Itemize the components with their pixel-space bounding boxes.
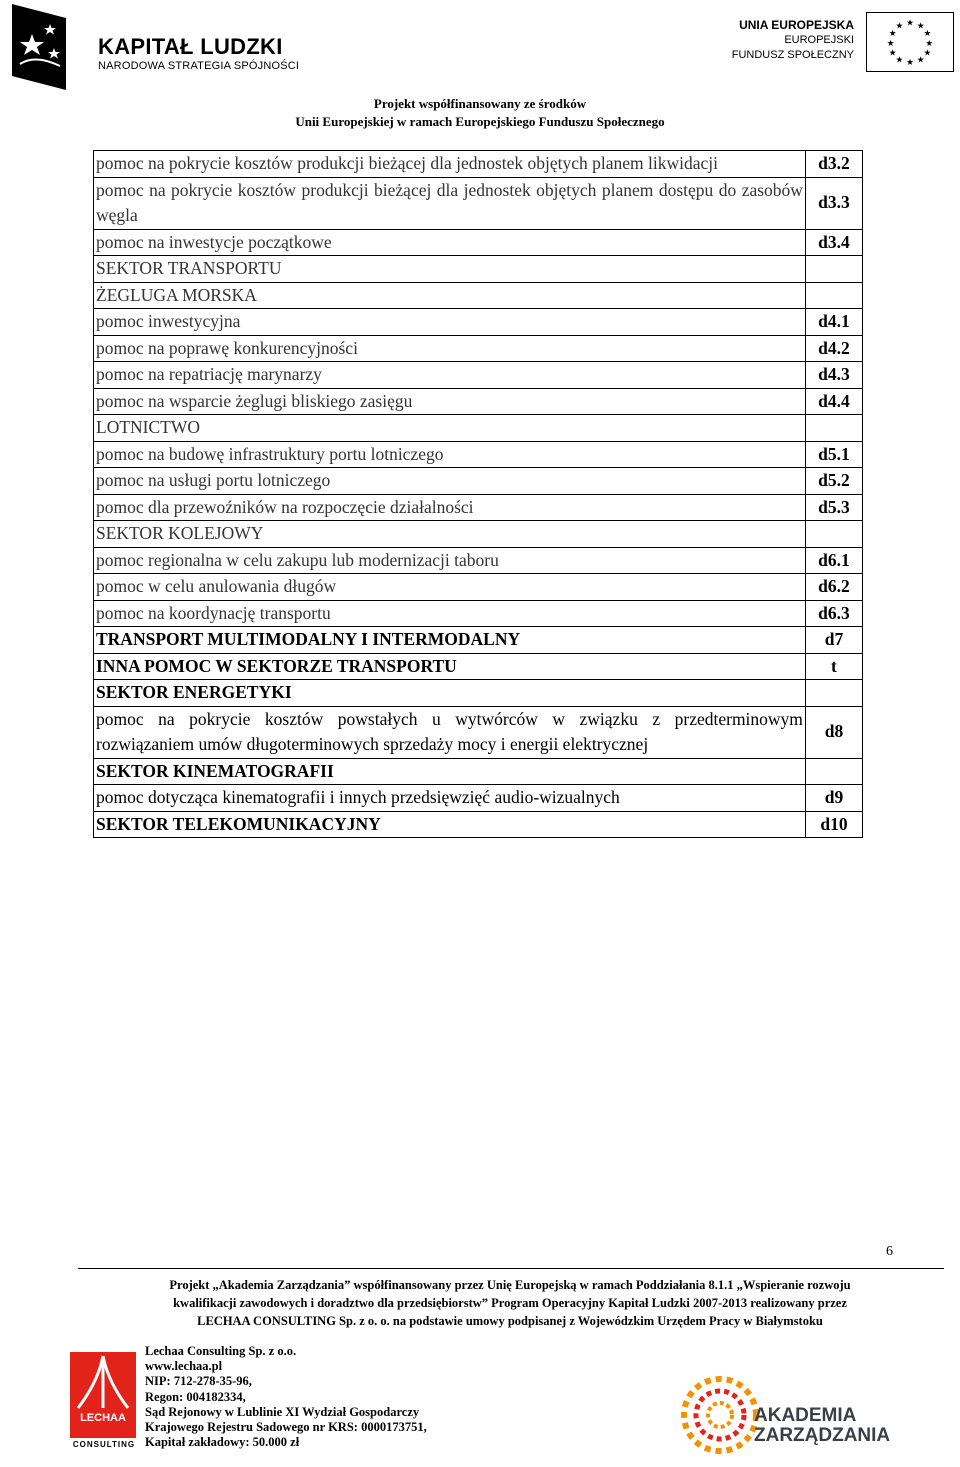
- aid-description: pomoc na repatriację marynarzy: [94, 362, 806, 389]
- kapital-ludzki-subtitle: NARODOWA STRATEGIA SPÓJNOŚCI: [98, 60, 300, 72]
- aid-description: pomoc na pokrycie kosztów produkcji bieżącej dla jednostek objętych planem likwidacji: [94, 151, 806, 178]
- footer-line-3: LECHAA CONSULTING Sp. z o. o. na podstawie umowy podpisanej z Wojewódzkim Urzędem Pracy w Białymstoku: [197, 1314, 823, 1328]
- aid-code: d4.3: [805, 362, 862, 389]
- eu-flag-icon: [866, 12, 954, 72]
- table-row: [94, 309, 863, 336]
- akademia-text: [754, 1406, 890, 1446]
- table-row: [94, 229, 863, 256]
- aid-description: SEKTOR TRANSPORTU: [94, 256, 806, 283]
- table-row: [94, 494, 863, 521]
- table-row: [94, 282, 863, 309]
- eu-title: UNIA EUROPEJSKA: [739, 18, 854, 32]
- table-row: [94, 521, 863, 548]
- svg-text:★: ★: [888, 48, 897, 59]
- aid-description: pomoc na poprawę konkurencyjności: [94, 335, 806, 362]
- aid-code: d3.4: [805, 229, 862, 256]
- aid-code: d9: [805, 785, 862, 812]
- svg-text:★: ★: [886, 38, 895, 49]
- lechaa-logo-box: [70, 1352, 136, 1438]
- table-row: [94, 441, 863, 468]
- aid-description: SEKTOR ENERGETYKI: [94, 680, 806, 707]
- aid-code: d7: [805, 627, 862, 654]
- aid-description: pomoc na usługi portu lotniczego: [94, 468, 806, 495]
- aid-code: d10: [805, 811, 862, 838]
- aid-description: TRANSPORT MULTIMODALNY I INTERMODALNY: [94, 627, 806, 654]
- aid-description: SEKTOR KOLEJOWY: [94, 521, 806, 548]
- table-row: [94, 547, 863, 574]
- company-regon: Regon: 004182334,: [145, 1389, 246, 1404]
- aid-code: [805, 256, 862, 283]
- company-info: [145, 1344, 427, 1450]
- aid-code: d6.3: [805, 600, 862, 627]
- aid-code: d3.3: [805, 177, 862, 229]
- eu-logo: [726, 12, 958, 86]
- aid-description: pomoc dotycząca kinematografii i innych przedsięwzięć audio-wizualnych: [94, 785, 806, 812]
- svg-text:★: ★: [906, 18, 914, 29]
- aid-description: pomoc regionalna w celu zakupu lub modernizacji taboru: [94, 547, 806, 574]
- aid-categories-table: [93, 150, 863, 838]
- eu-text: [726, 18, 854, 63]
- kapital-ludzki-flag-icon: [10, 4, 68, 90]
- svg-text:★: ★: [916, 55, 925, 66]
- lechaa-logo-consulting: CONSULTING: [72, 1440, 136, 1449]
- company-website[interactable]: www.lechaa.pl: [145, 1359, 223, 1374]
- table-row: [94, 758, 863, 785]
- akademia-line2: ZARZĄDZANIA: [754, 1425, 891, 1446]
- table-row: [94, 627, 863, 654]
- svg-text:★: ★: [923, 29, 932, 40]
- kapital-ludzki-title: KAPITAŁ LUDZKI: [98, 34, 283, 59]
- company-nip: NIP: 712-278-35-96,: [145, 1374, 252, 1389]
- table-row: [94, 151, 863, 178]
- svg-text:★: ★: [925, 38, 934, 49]
- aid-description: pomoc inwestycyjna: [94, 309, 806, 336]
- aid-description: SEKTOR KINEMATOGRAFII: [94, 758, 806, 785]
- aid-code: [805, 680, 862, 707]
- aid-code: [805, 282, 862, 309]
- table-row: [94, 600, 863, 627]
- table-row: [94, 335, 863, 362]
- aid-description: pomoc na wsparcie żeglugi bliskiego zasięgu: [94, 388, 806, 415]
- footer-project-text: [70, 1276, 950, 1330]
- table-row: [94, 653, 863, 680]
- aid-code: d8: [805, 706, 862, 758]
- aid-code: [805, 415, 862, 442]
- aid-description: pomoc na koordynację transportu: [94, 600, 806, 627]
- aid-description: pomoc na pokrycie kosztów powstałych u wytwórców w związku z przedterminowym rozwiązaniem umów długoterminowych sprzedaży mocy i energii elektrycznej: [94, 706, 806, 758]
- company-court: Sąd Rejonowy w Lublinie XI Wydział Gospodarczy: [145, 1404, 420, 1419]
- aid-code: d5.2: [805, 468, 862, 495]
- aid-code: [805, 521, 862, 548]
- table-row: [94, 362, 863, 389]
- table-row: [94, 415, 863, 442]
- svg-text:★: ★: [888, 29, 897, 40]
- aid-code: d4.4: [805, 388, 862, 415]
- aid-description: SEKTOR TELEKOMUNIKACYJNY: [94, 811, 806, 838]
- table-row: [94, 574, 863, 601]
- akademia-line1: AKADEMIA: [754, 1405, 857, 1426]
- aid-code: d5.1: [805, 441, 862, 468]
- lechaa-logo: [68, 1352, 140, 1452]
- footer-line-2: kwalifikacji zawodowych i doradztwo dla przedsiębiorstw” Program Operacyjny Kapitał Ludzki 2007-2013 realizowany przez: [173, 1296, 847, 1310]
- table-row: [94, 468, 863, 495]
- table-row: [94, 706, 863, 758]
- akademia-swirl-icon: [680, 1372, 760, 1458]
- cofinancing-line-2: Unii Europejskiej w ramach Europejskiego Funduszu Społecznego: [295, 114, 665, 129]
- aid-description: INNA POMOC W SEKTORZE TRANSPORTU: [94, 653, 806, 680]
- akademia-zarzadzania-logo: [680, 1372, 900, 1458]
- footer-line-1: Projekt „Akademia Zarządzania” współfinansowany przez Unię Europejską w ramach Poddziałania 8.1.1 „Wspieranie rozwoju: [169, 1278, 851, 1292]
- kapital-ludzki-logo: [6, 2, 306, 92]
- cofinancing-line-1: Projekt współfinansowany ze środków: [373, 96, 587, 111]
- aid-description: pomoc w celu anulowania długów: [94, 574, 806, 601]
- svg-text:★: ★: [906, 58, 914, 69]
- table-row: [94, 388, 863, 415]
- svg-text:★: ★: [923, 48, 932, 59]
- aid-description: pomoc na budowę infrastruktury portu lotniczego: [94, 441, 806, 468]
- aid-code: t: [805, 653, 862, 680]
- company-krs: Krajowego Rejestru Sadowego nr KRS: 0000173751,: [145, 1420, 427, 1435]
- footer-divider: [78, 1268, 944, 1269]
- company-capital: Kapitał zakładowy: 50.000 zł: [145, 1435, 300, 1450]
- page-number: 6: [886, 1244, 893, 1259]
- aid-code: d3.2: [805, 151, 862, 178]
- svg-text:★: ★: [895, 55, 904, 66]
- aid-code: [805, 758, 862, 785]
- aid-code: d6.2: [805, 574, 862, 601]
- aid-description: ŻEGLUGA MORSKA: [94, 282, 806, 309]
- aid-code: d6.1: [805, 547, 862, 574]
- eu-fund-line2: FUNDUSZ SPOŁECZNY: [731, 49, 854, 61]
- eu-fund-line1: EUROPEJSKI: [784, 34, 854, 46]
- aid-code: d5.3: [805, 494, 862, 521]
- svg-text:★: ★: [916, 21, 925, 32]
- aid-code: d4.2: [805, 335, 862, 362]
- aid-description: LOTNICTWO: [94, 415, 806, 442]
- aid-description: pomoc dla przewoźników na rozpoczęcie działalności: [94, 494, 806, 521]
- lechaa-arch-icon: [70, 1352, 136, 1412]
- lechaa-logo-name: LECHAA: [80, 1412, 126, 1424]
- table-row: [94, 680, 863, 707]
- aid-description: pomoc na inwestycje początkowe: [94, 229, 806, 256]
- svg-text:★: ★: [895, 21, 904, 32]
- table-row: [94, 177, 863, 229]
- company-name: Lechaa Consulting Sp. z o.o.: [145, 1344, 297, 1358]
- aid-code: d4.1: [805, 309, 862, 336]
- aid-description: pomoc na pokrycie kosztów produkcji bieżącej dla jednostek objętych planem dostępu do zasobów węgla: [94, 177, 806, 229]
- table-row: [94, 256, 863, 283]
- table-row: [94, 811, 863, 838]
- table-row: [94, 785, 863, 812]
